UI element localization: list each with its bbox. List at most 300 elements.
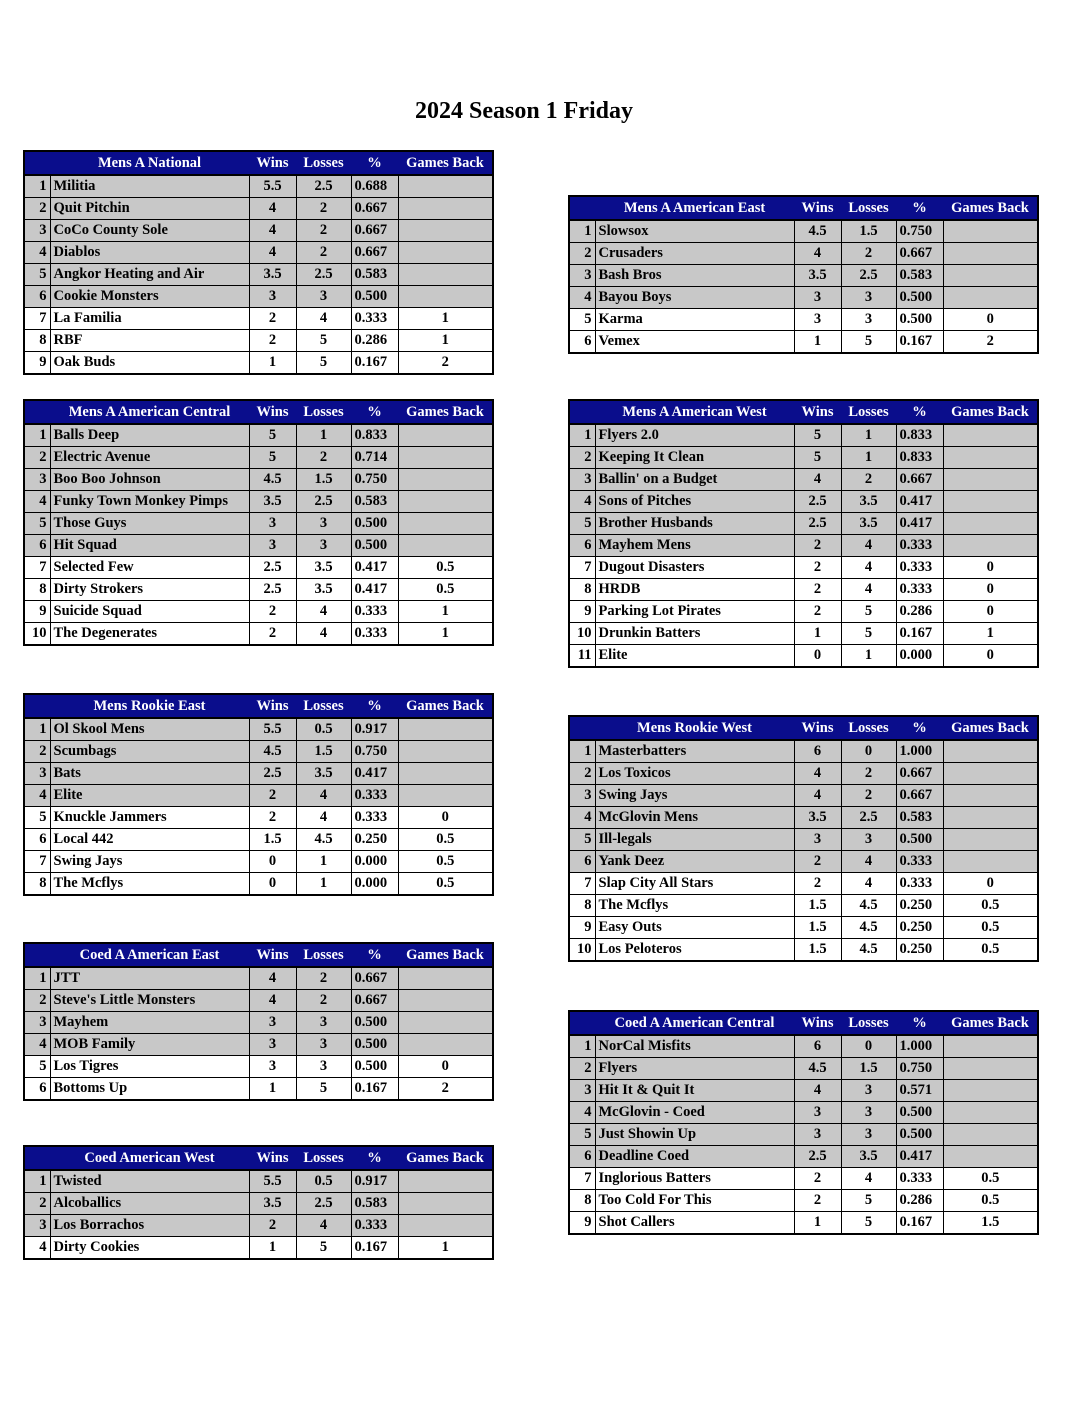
- wins-cell: 4: [249, 220, 296, 242]
- rank-cell: 5: [24, 807, 50, 829]
- pct-cell: 0.417: [896, 491, 943, 513]
- team-name-cell: Yank Deez: [595, 851, 794, 873]
- team-name-cell: Swing Jays: [595, 785, 794, 807]
- standings-row: [569, 829, 1038, 851]
- wins-header: Wins: [794, 1011, 841, 1035]
- games-back-cell: 0.5: [398, 579, 493, 601]
- standings-table-mens-rookie-east: [23, 693, 494, 896]
- games-back-cell: 1: [943, 623, 1038, 645]
- rank-cell: 4: [24, 1034, 50, 1056]
- games-back-cell: [943, 447, 1038, 469]
- rank-cell: 10: [24, 623, 50, 646]
- pct-cell: 0.667: [896, 469, 943, 491]
- pct-cell: 0.000: [351, 873, 398, 896]
- rank-cell: 1: [569, 424, 595, 447]
- rank-cell: 4: [569, 1102, 595, 1124]
- standings-row: [569, 287, 1038, 309]
- losses-cell: 4: [841, 1168, 896, 1190]
- wins-cell: 1: [794, 623, 841, 645]
- standings-row: [24, 352, 493, 375]
- wins-cell: 4.5: [794, 220, 841, 243]
- wins-cell: 2: [794, 535, 841, 557]
- wins-cell: 2: [249, 1215, 296, 1237]
- pct-cell: 0.667: [351, 220, 398, 242]
- losses-cell: 4.5: [296, 829, 351, 851]
- games-back-cell: [943, 785, 1038, 807]
- wins-cell: 6: [794, 1035, 841, 1058]
- pct-cell: 0.167: [896, 331, 943, 354]
- standings-row: [24, 535, 493, 557]
- games-back-cell: [398, 990, 493, 1012]
- standings-row: [569, 939, 1038, 962]
- games-back-cell: [943, 1102, 1038, 1124]
- games-back-cell: [398, 264, 493, 286]
- team-name-cell: Vemex: [595, 331, 794, 354]
- games-back-header: Games Back: [398, 400, 493, 424]
- wins-cell: 2: [249, 601, 296, 623]
- losses-header: Losses: [296, 400, 351, 424]
- standings-row: [24, 829, 493, 851]
- standings-row: [569, 1124, 1038, 1146]
- team-name-cell: Cookie Monsters: [50, 286, 249, 308]
- standings-row: [24, 1215, 493, 1237]
- rank-cell: 3: [24, 763, 50, 785]
- games-back-cell: 0: [943, 645, 1038, 668]
- team-name-cell: Drunkin Batters: [595, 623, 794, 645]
- team-name-cell: HRDB: [595, 579, 794, 601]
- team-name-cell: Selected Few: [50, 557, 249, 579]
- rank-cell: 2: [24, 990, 50, 1012]
- wins-cell: 5: [794, 447, 841, 469]
- pct-cell: 0.688: [351, 175, 398, 198]
- rank-cell: 2: [24, 1193, 50, 1215]
- games-back-cell: 0.5: [398, 829, 493, 851]
- games-back-header: Games Back: [398, 694, 493, 718]
- pct-cell: 0.500: [896, 1102, 943, 1124]
- games-back-cell: [943, 1058, 1038, 1080]
- wins-cell: 5.5: [249, 175, 296, 198]
- header-row: [569, 196, 1038, 220]
- standings-row: [24, 286, 493, 308]
- games-back-cell: [943, 513, 1038, 535]
- games-back-header: Games Back: [943, 196, 1038, 220]
- pct-cell: 0.583: [351, 491, 398, 513]
- wins-cell: 3.5: [249, 1193, 296, 1215]
- wins-cell: 2: [249, 308, 296, 330]
- pct-cell: 0.917: [351, 718, 398, 741]
- rank-cell: 4: [569, 491, 595, 513]
- wins-cell: 3.5: [249, 264, 296, 286]
- standings-row: [569, 1146, 1038, 1168]
- losses-cell: 0: [841, 740, 896, 763]
- rank-cell: 6: [24, 829, 50, 851]
- rank-cell: 9: [569, 1212, 595, 1235]
- losses-cell: 3: [296, 286, 351, 308]
- rank-header: [24, 400, 50, 424]
- rank-cell: 2: [569, 763, 595, 785]
- team-name-cell: McGlovin - Coed: [595, 1102, 794, 1124]
- pct-cell: 0.167: [351, 1237, 398, 1260]
- team-name-cell: Bottoms Up: [50, 1078, 249, 1101]
- wins-cell: 2: [794, 601, 841, 623]
- standings-row: [569, 579, 1038, 601]
- games-back-cell: 0: [943, 557, 1038, 579]
- losses-cell: 1: [296, 851, 351, 873]
- games-back-cell: 0.5: [398, 557, 493, 579]
- games-back-cell: [398, 286, 493, 308]
- team-name-cell: Boo Boo Johnson: [50, 469, 249, 491]
- team-name-cell: Too Cold For This: [595, 1190, 794, 1212]
- wins-cell: 3: [249, 286, 296, 308]
- games-back-cell: 1: [398, 330, 493, 352]
- losses-cell: 4: [841, 873, 896, 895]
- rank-cell: 2: [569, 1058, 595, 1080]
- losses-cell: 3.5: [841, 491, 896, 513]
- wins-cell: 2: [249, 623, 296, 646]
- rank-cell: 1: [24, 424, 50, 447]
- losses-cell: 1.5: [841, 1058, 896, 1080]
- losses-cell: 5: [841, 1212, 896, 1235]
- team-name-cell: Easy Outs: [595, 917, 794, 939]
- rank-header: [569, 1011, 595, 1035]
- games-back-cell: 0: [943, 309, 1038, 331]
- standings-row: [569, 424, 1038, 447]
- division-name: Coed American West: [50, 1146, 249, 1170]
- losses-cell: 5: [841, 331, 896, 354]
- standings-row: [24, 513, 493, 535]
- standings-row: [24, 198, 493, 220]
- team-name-cell: Mayhem: [50, 1012, 249, 1034]
- pct-cell: 0.583: [351, 264, 398, 286]
- losses-cell: 5: [841, 623, 896, 645]
- wins-cell: 2: [794, 1190, 841, 1212]
- wins-cell: 5: [249, 447, 296, 469]
- rank-header: [24, 151, 50, 175]
- pct-cell: 0.167: [896, 623, 943, 645]
- rank-cell: 8: [24, 330, 50, 352]
- losses-cell: 1.5: [296, 741, 351, 763]
- rank-cell: 3: [569, 469, 595, 491]
- rank-cell: 2: [24, 741, 50, 763]
- games-back-cell: [398, 447, 493, 469]
- pct-cell: 0.333: [351, 785, 398, 807]
- games-back-cell: [398, 424, 493, 447]
- pct-cell: 0.286: [896, 1190, 943, 1212]
- pct-cell: 0.167: [896, 1212, 943, 1235]
- standings-row: [569, 243, 1038, 265]
- pct-cell: 0.571: [896, 1080, 943, 1102]
- games-back-cell: [943, 1124, 1038, 1146]
- header-row: [569, 400, 1038, 424]
- team-name-cell: Bats: [50, 763, 249, 785]
- rank-cell: 5: [569, 829, 595, 851]
- rank-cell: 1: [24, 967, 50, 990]
- pct-cell: 0.333: [351, 308, 398, 330]
- rank-cell: 3: [24, 1215, 50, 1237]
- pct-cell: 0.667: [896, 785, 943, 807]
- pct-cell: 0.667: [351, 242, 398, 264]
- standings-row: [24, 623, 493, 646]
- losses-cell: 2.5: [841, 265, 896, 287]
- rank-cell: 5: [569, 513, 595, 535]
- wins-cell: 2.5: [794, 513, 841, 535]
- losses-cell: 3: [841, 287, 896, 309]
- rank-cell: 10: [569, 939, 595, 962]
- losses-cell: 2.5: [296, 491, 351, 513]
- standings-row: [24, 242, 493, 264]
- losses-cell: 0: [841, 1035, 896, 1058]
- standings-row: [569, 807, 1038, 829]
- team-name-cell: RBF: [50, 330, 249, 352]
- standings-row: [569, 1212, 1038, 1235]
- standings-row: [569, 623, 1038, 645]
- rank-cell: 10: [569, 623, 595, 645]
- pct-cell: 0.500: [351, 1056, 398, 1078]
- standings-row: [24, 220, 493, 242]
- standings-row: [24, 175, 493, 198]
- team-name-cell: Swing Jays: [50, 851, 249, 873]
- pct-cell: 0.417: [351, 557, 398, 579]
- rank-cell: 7: [24, 851, 50, 873]
- pct-cell: 0.500: [896, 1124, 943, 1146]
- losses-cell: 2: [296, 447, 351, 469]
- losses-cell: 3: [296, 535, 351, 557]
- wins-cell: 3: [794, 309, 841, 331]
- losses-cell: 4: [296, 308, 351, 330]
- pct-cell: 0.500: [896, 287, 943, 309]
- pct-cell: 0.500: [351, 1012, 398, 1034]
- standings-row: [24, 1056, 493, 1078]
- standings-table-mens-a-american-east: [568, 195, 1039, 354]
- team-name-cell: McGlovin Mens: [595, 807, 794, 829]
- team-name-cell: Inglorious Batters: [595, 1168, 794, 1190]
- rank-cell: 3: [24, 1012, 50, 1034]
- games-back-header: Games Back: [943, 716, 1038, 740]
- team-name-cell: Scumbags: [50, 741, 249, 763]
- standings-row: [569, 1058, 1038, 1080]
- games-back-cell: [943, 1035, 1038, 1058]
- rank-cell: 2: [24, 447, 50, 469]
- games-back-header: Games Back: [398, 1146, 493, 1170]
- standings-row: [569, 535, 1038, 557]
- division-name: Coed A American Central: [595, 1011, 794, 1035]
- rank-cell: 5: [569, 1124, 595, 1146]
- games-back-cell: 0: [943, 579, 1038, 601]
- pct-cell: 0.583: [351, 1193, 398, 1215]
- games-back-cell: [398, 491, 493, 513]
- pct-cell: 0.167: [351, 352, 398, 375]
- team-name-cell: MOB Family: [50, 1034, 249, 1056]
- wins-cell: 3: [794, 287, 841, 309]
- rank-cell: 8: [569, 579, 595, 601]
- wins-cell: 2: [794, 873, 841, 895]
- team-name-cell: Just Showin Up: [595, 1124, 794, 1146]
- losses-cell: 2: [841, 469, 896, 491]
- losses-header: Losses: [296, 151, 351, 175]
- games-back-cell: [398, 535, 493, 557]
- losses-cell: 3: [841, 309, 896, 331]
- division-name: Mens A National: [50, 151, 249, 175]
- games-back-cell: [943, 243, 1038, 265]
- wins-cell: 3: [794, 1124, 841, 1146]
- rank-cell: 7: [569, 873, 595, 895]
- pct-cell: 0.583: [896, 265, 943, 287]
- wins-cell: 1.5: [249, 829, 296, 851]
- wins-cell: 4: [794, 243, 841, 265]
- games-back-cell: [943, 220, 1038, 243]
- losses-cell: 4: [296, 785, 351, 807]
- team-name-cell: Steve's Little Monsters: [50, 990, 249, 1012]
- losses-header: Losses: [841, 400, 896, 424]
- games-back-cell: [398, 741, 493, 763]
- pct-cell: 1.000: [896, 740, 943, 763]
- standings-row: [569, 491, 1038, 513]
- games-back-cell: 2: [943, 331, 1038, 354]
- wins-cell: 4.5: [249, 469, 296, 491]
- team-name-cell: Parking Lot Pirates: [595, 601, 794, 623]
- games-back-cell: [943, 265, 1038, 287]
- losses-cell: 5: [841, 1190, 896, 1212]
- team-name-cell: Los Peloteros: [595, 939, 794, 962]
- losses-cell: 3: [296, 1012, 351, 1034]
- games-back-cell: 0: [398, 1056, 493, 1078]
- losses-cell: 4: [841, 535, 896, 557]
- rank-header: [24, 1146, 50, 1170]
- standings-row: [569, 265, 1038, 287]
- rank-cell: 3: [569, 265, 595, 287]
- team-name-cell: Bash Bros: [595, 265, 794, 287]
- games-back-cell: 1: [398, 623, 493, 646]
- header-row: [24, 1146, 493, 1170]
- page-title: 2024 Season 1 Friday: [414, 98, 633, 124]
- games-back-cell: 0.5: [943, 895, 1038, 917]
- rank-cell: 3: [24, 469, 50, 491]
- games-back-cell: [398, 242, 493, 264]
- wins-header: Wins: [249, 943, 296, 967]
- losses-cell: 3.5: [296, 763, 351, 785]
- games-back-header: Games Back: [398, 943, 493, 967]
- standings-row: [24, 1034, 493, 1056]
- games-back-cell: 0: [398, 807, 493, 829]
- rank-cell: 1: [569, 1035, 595, 1058]
- losses-cell: 3: [841, 1124, 896, 1146]
- standings-row: [24, 741, 493, 763]
- losses-cell: 4: [296, 807, 351, 829]
- team-name-cell: Knuckle Jammers: [50, 807, 249, 829]
- standings-row: [569, 873, 1038, 895]
- pct-header: %: [351, 1146, 398, 1170]
- standings-table-coed-a-american-central: [568, 1010, 1039, 1235]
- losses-header: Losses: [841, 716, 896, 740]
- team-name-cell: Ballin' on a Budget: [595, 469, 794, 491]
- team-name-cell: Karma: [595, 309, 794, 331]
- games-back-cell: [398, 513, 493, 535]
- team-name-cell: Twisted: [50, 1170, 249, 1193]
- pct-cell: 0.500: [896, 829, 943, 851]
- standings-row: [569, 309, 1038, 331]
- wins-cell: 3: [249, 535, 296, 557]
- standings-row: [569, 1190, 1038, 1212]
- rank-cell: 5: [569, 309, 595, 331]
- losses-cell: 5: [296, 352, 351, 375]
- games-back-header: Games Back: [943, 400, 1038, 424]
- losses-cell: 3: [296, 513, 351, 535]
- rank-cell: 6: [569, 331, 595, 354]
- pct-cell: 0.333: [896, 851, 943, 873]
- wins-cell: 2: [794, 1168, 841, 1190]
- wins-cell: 4: [249, 967, 296, 990]
- pct-cell: 0.667: [351, 990, 398, 1012]
- team-name-cell: Hit Squad: [50, 535, 249, 557]
- rank-cell: 5: [24, 1056, 50, 1078]
- games-back-cell: [943, 763, 1038, 785]
- pct-cell: 0.667: [351, 967, 398, 990]
- games-back-cell: [398, 1215, 493, 1237]
- header-row: [24, 943, 493, 967]
- wins-cell: 3: [249, 1034, 296, 1056]
- standings-table-coed-a-american-east: [23, 942, 494, 1101]
- games-back-cell: [398, 198, 493, 220]
- pct-cell: 0.333: [351, 601, 398, 623]
- rank-cell: 6: [569, 535, 595, 557]
- wins-cell: 4: [794, 1080, 841, 1102]
- losses-header: Losses: [841, 1011, 896, 1035]
- team-name-cell: Los Toxicos: [595, 763, 794, 785]
- standings-row: [24, 264, 493, 286]
- team-name-cell: Ol Skool Mens: [50, 718, 249, 741]
- team-name-cell: Deadline Coed: [595, 1146, 794, 1168]
- rank-cell: 4: [24, 491, 50, 513]
- wins-cell: 2.5: [249, 763, 296, 785]
- games-back-cell: [398, 785, 493, 807]
- standings-table-mens-a-american-central: [23, 399, 494, 646]
- losses-cell: 4: [841, 557, 896, 579]
- standings-row: [569, 331, 1038, 354]
- pct-cell: 0.917: [351, 1170, 398, 1193]
- standings-row: [24, 1193, 493, 1215]
- losses-cell: 4.5: [841, 939, 896, 962]
- losses-cell: 4.5: [841, 917, 896, 939]
- losses-cell: 0.5: [296, 1170, 351, 1193]
- standings-row: [569, 513, 1038, 535]
- rank-cell: 7: [24, 557, 50, 579]
- rank-cell: 11: [569, 645, 595, 668]
- team-name-cell: Dugout Disasters: [595, 557, 794, 579]
- wins-cell: 2.5: [249, 557, 296, 579]
- losses-header: Losses: [296, 694, 351, 718]
- team-name-cell: Keeping It Clean: [595, 447, 794, 469]
- rank-cell: 6: [569, 1146, 595, 1168]
- games-back-cell: [943, 851, 1038, 873]
- losses-cell: 2.5: [841, 807, 896, 829]
- standings-row: [24, 1237, 493, 1260]
- wins-cell: 1.5: [794, 939, 841, 962]
- standings-row: [569, 1168, 1038, 1190]
- wins-cell: 5.5: [249, 1170, 296, 1193]
- header-row: [569, 1011, 1038, 1035]
- pct-cell: 0.667: [351, 198, 398, 220]
- standings-row: [569, 557, 1038, 579]
- wins-cell: 3: [249, 1056, 296, 1078]
- games-back-cell: [943, 469, 1038, 491]
- pct-cell: 0.417: [896, 513, 943, 535]
- losses-cell: 1.5: [841, 220, 896, 243]
- games-back-cell: 1.5: [943, 1212, 1038, 1235]
- rank-cell: 7: [569, 557, 595, 579]
- games-back-cell: [943, 829, 1038, 851]
- games-back-cell: 2: [398, 1078, 493, 1101]
- losses-cell: 1.5: [296, 469, 351, 491]
